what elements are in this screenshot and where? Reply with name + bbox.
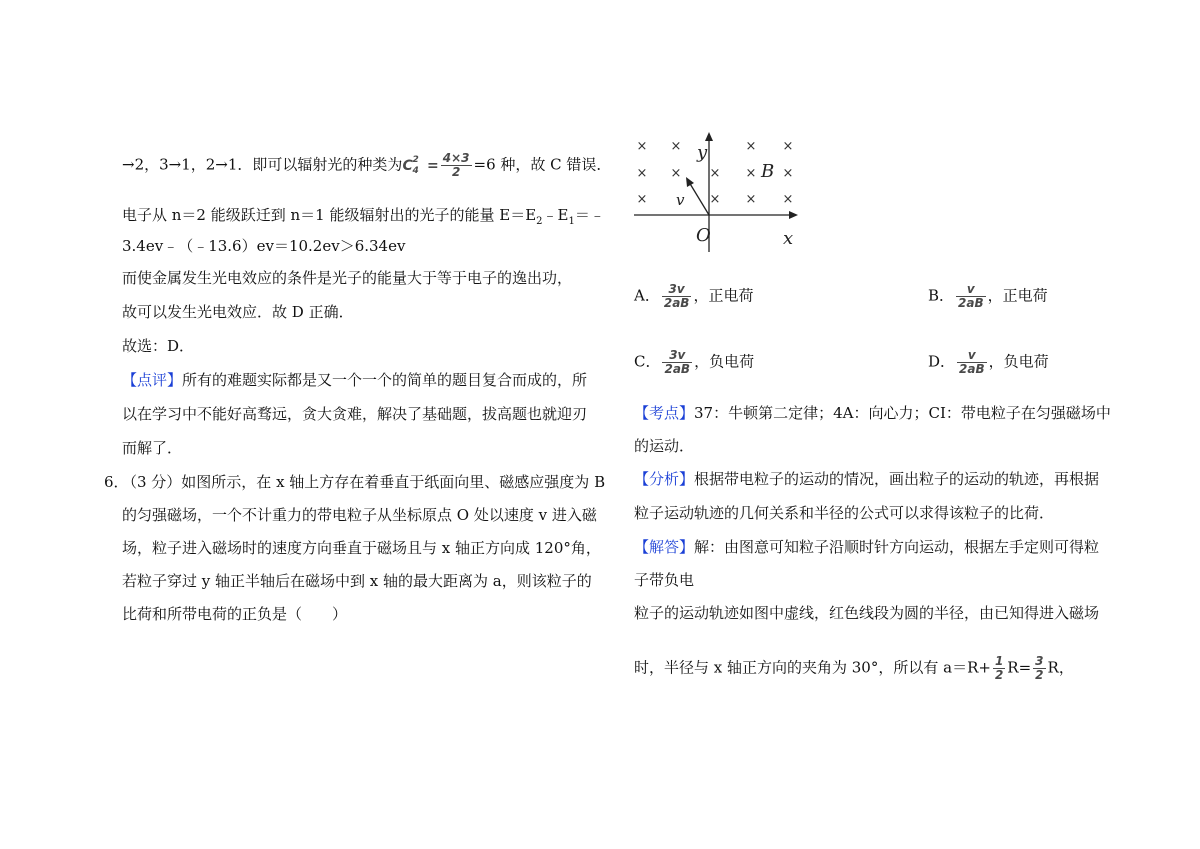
field-cross: × — [636, 166, 648, 181]
y-axis-arrow — [705, 132, 713, 141]
result-text: =6 种，故 C 错误． — [473, 155, 612, 174]
option-c-fraction: $\frac{3v}{2aB}$ — [664, 348, 691, 376]
solution-line-1: 【解答】解：由图意可知粒子沿顺时针方向运动，根据左手定则可得粒 — [634, 538, 1100, 556]
option-d[interactable]: D． $\frac{v}{2aB}$ ，负电荷 — [928, 348, 1049, 376]
field-cross: × — [745, 166, 757, 181]
option-b-fraction: $\frac{v}{2aB}$ — [958, 282, 984, 310]
question-line-3: 场，粒子进入磁场时的速度方向垂直于磁场且与 x 轴正方向成 120°角， — [122, 539, 601, 557]
solution-line-3: 粒子的运动轨迹如图中虚线，红色线段为圆的半径，由已知得进入磁场 — [634, 604, 1100, 622]
fraction-one-half: $\frac{1}{2}$ — [994, 654, 1004, 682]
x-axis-label: x — [783, 228, 794, 249]
field-cross: × — [636, 192, 648, 207]
review-line-2: 以在学习中不能好高骛远，贪大贪难，解决了基础题，拔高题也就迎刃 — [122, 405, 588, 423]
field-cross: × — [709, 166, 721, 181]
question-number: 6． — [104, 473, 129, 491]
solution-tag: 【解答】 — [634, 538, 695, 556]
field-label-B: B — [761, 161, 775, 182]
velocity-arrow — [686, 177, 694, 187]
option-d-fraction: $\frac{v}{2aB}$ — [959, 348, 985, 376]
question-line-2: 的匀强磁场，一个不计重力的带电粒子从坐标原点 O 处以速度 v 进入磁 — [122, 506, 597, 524]
field-cross: × — [782, 192, 794, 207]
y-axis-label: y — [697, 142, 708, 163]
knowledge-point-line-1: 【考点】37：牛顿第二定律；4A：向心力；CI：带电粒子在匀强磁场中 — [634, 404, 1111, 422]
field-cross: × — [782, 139, 794, 154]
x-axis-arrow — [789, 211, 798, 219]
review-line-1: 【点评】所有的难题实际都是又一个一个的简单的题目复合而成的，所 — [122, 371, 588, 389]
option-b[interactable]: B． $\frac{v}{2aB}$ ，正电荷 — [928, 282, 1048, 310]
fraction-three-halves: $\frac{3}{2}$ — [1035, 654, 1044, 682]
option-a-fraction: $\frac{3v}{2aB}$ — [663, 282, 690, 310]
option-a[interactable]: A． $\frac{3v}{2aB}$ ，正电荷 — [634, 282, 754, 310]
fraction-4x3-over-2: $\frac{4\times 3}{2}$ — [442, 151, 470, 179]
velocity-vector — [689, 182, 709, 215]
knowledge-point-line-2: 的运动． — [634, 437, 695, 455]
answer-line-transitions — [122, 152, 611, 179]
field-cross: × — [636, 139, 648, 154]
question-line-4: 若粒子穿过 y 轴正半轴后在磁场中到 x 轴的最大距离为 a，则该粒子的 — [122, 572, 592, 590]
review-line-3: 而解了． — [122, 439, 183, 457]
analysis-tag: 【分析】 — [634, 470, 695, 488]
origin-label: O — [696, 225, 711, 246]
combination-symbol: C 2 4 — [402, 154, 419, 176]
magnetic-field-figure — [628, 128, 808, 258]
field-cross: × — [745, 192, 757, 207]
question-line-1: （3 分）如图所示，在 x 轴上方存在着垂直于纸面向里、磁感应强度为 B — [122, 473, 606, 491]
field-cross: × — [782, 166, 794, 181]
review-tag: 【点评】 — [122, 371, 183, 389]
answer-line-choice: 故选：D． — [122, 337, 195, 355]
question-line-5: 比荷和所带电荷的正负是（ ） — [122, 605, 348, 623]
field-cross: × — [670, 166, 682, 181]
answer-line-energy: 电子从 n＝2 能级跃迁到 n＝1 能级辐射出的光子的能量 $E=E_2﹣E_1=﹣$ — [122, 206, 605, 227]
option-c[interactable]: C． $\frac{3v}{2aB}$ ，负电荷 — [634, 348, 755, 376]
answer-line-conclusion: 故可以发生光电效应．故 D 正确． — [122, 303, 354, 321]
field-cross: × — [709, 192, 721, 207]
analysis-line-2: 粒子运动轨迹的几何关系和半径的公式可以求得该粒子的比荷． — [634, 504, 1055, 522]
solution-line-2: 子带负电 — [634, 571, 695, 589]
solution-line-4: 时，半径与 x 轴正方向的夹角为 30°，所以有 a＝R+ $\frac{1}{2}$ R= $\frac{3}{2}$ R， — [634, 654, 1074, 682]
answer-line-energy-value: 3.4ev﹣（﹣13.6）ev＝10.2ev＞6.34ev — [122, 237, 406, 255]
answer-line-photoelectric-condition: 而使金属发生光电效应的条件是光子的能量大于等于电子的逸出功， — [122, 269, 573, 287]
field-cross: × — [745, 139, 757, 154]
field-cross: × — [670, 139, 682, 154]
knowledge-point-tag: 【考点】 — [634, 404, 695, 422]
velocity-label: v — [676, 191, 685, 209]
analysis-line-1: 【分析】根据带电粒子的运动的情况，画出粒子的运动的轨迹，再根据 — [634, 470, 1100, 488]
equals-sign: = — [427, 157, 439, 174]
transitions-text: →2，3→1，2→1．即可以辐射光的种类为 — [122, 155, 403, 174]
